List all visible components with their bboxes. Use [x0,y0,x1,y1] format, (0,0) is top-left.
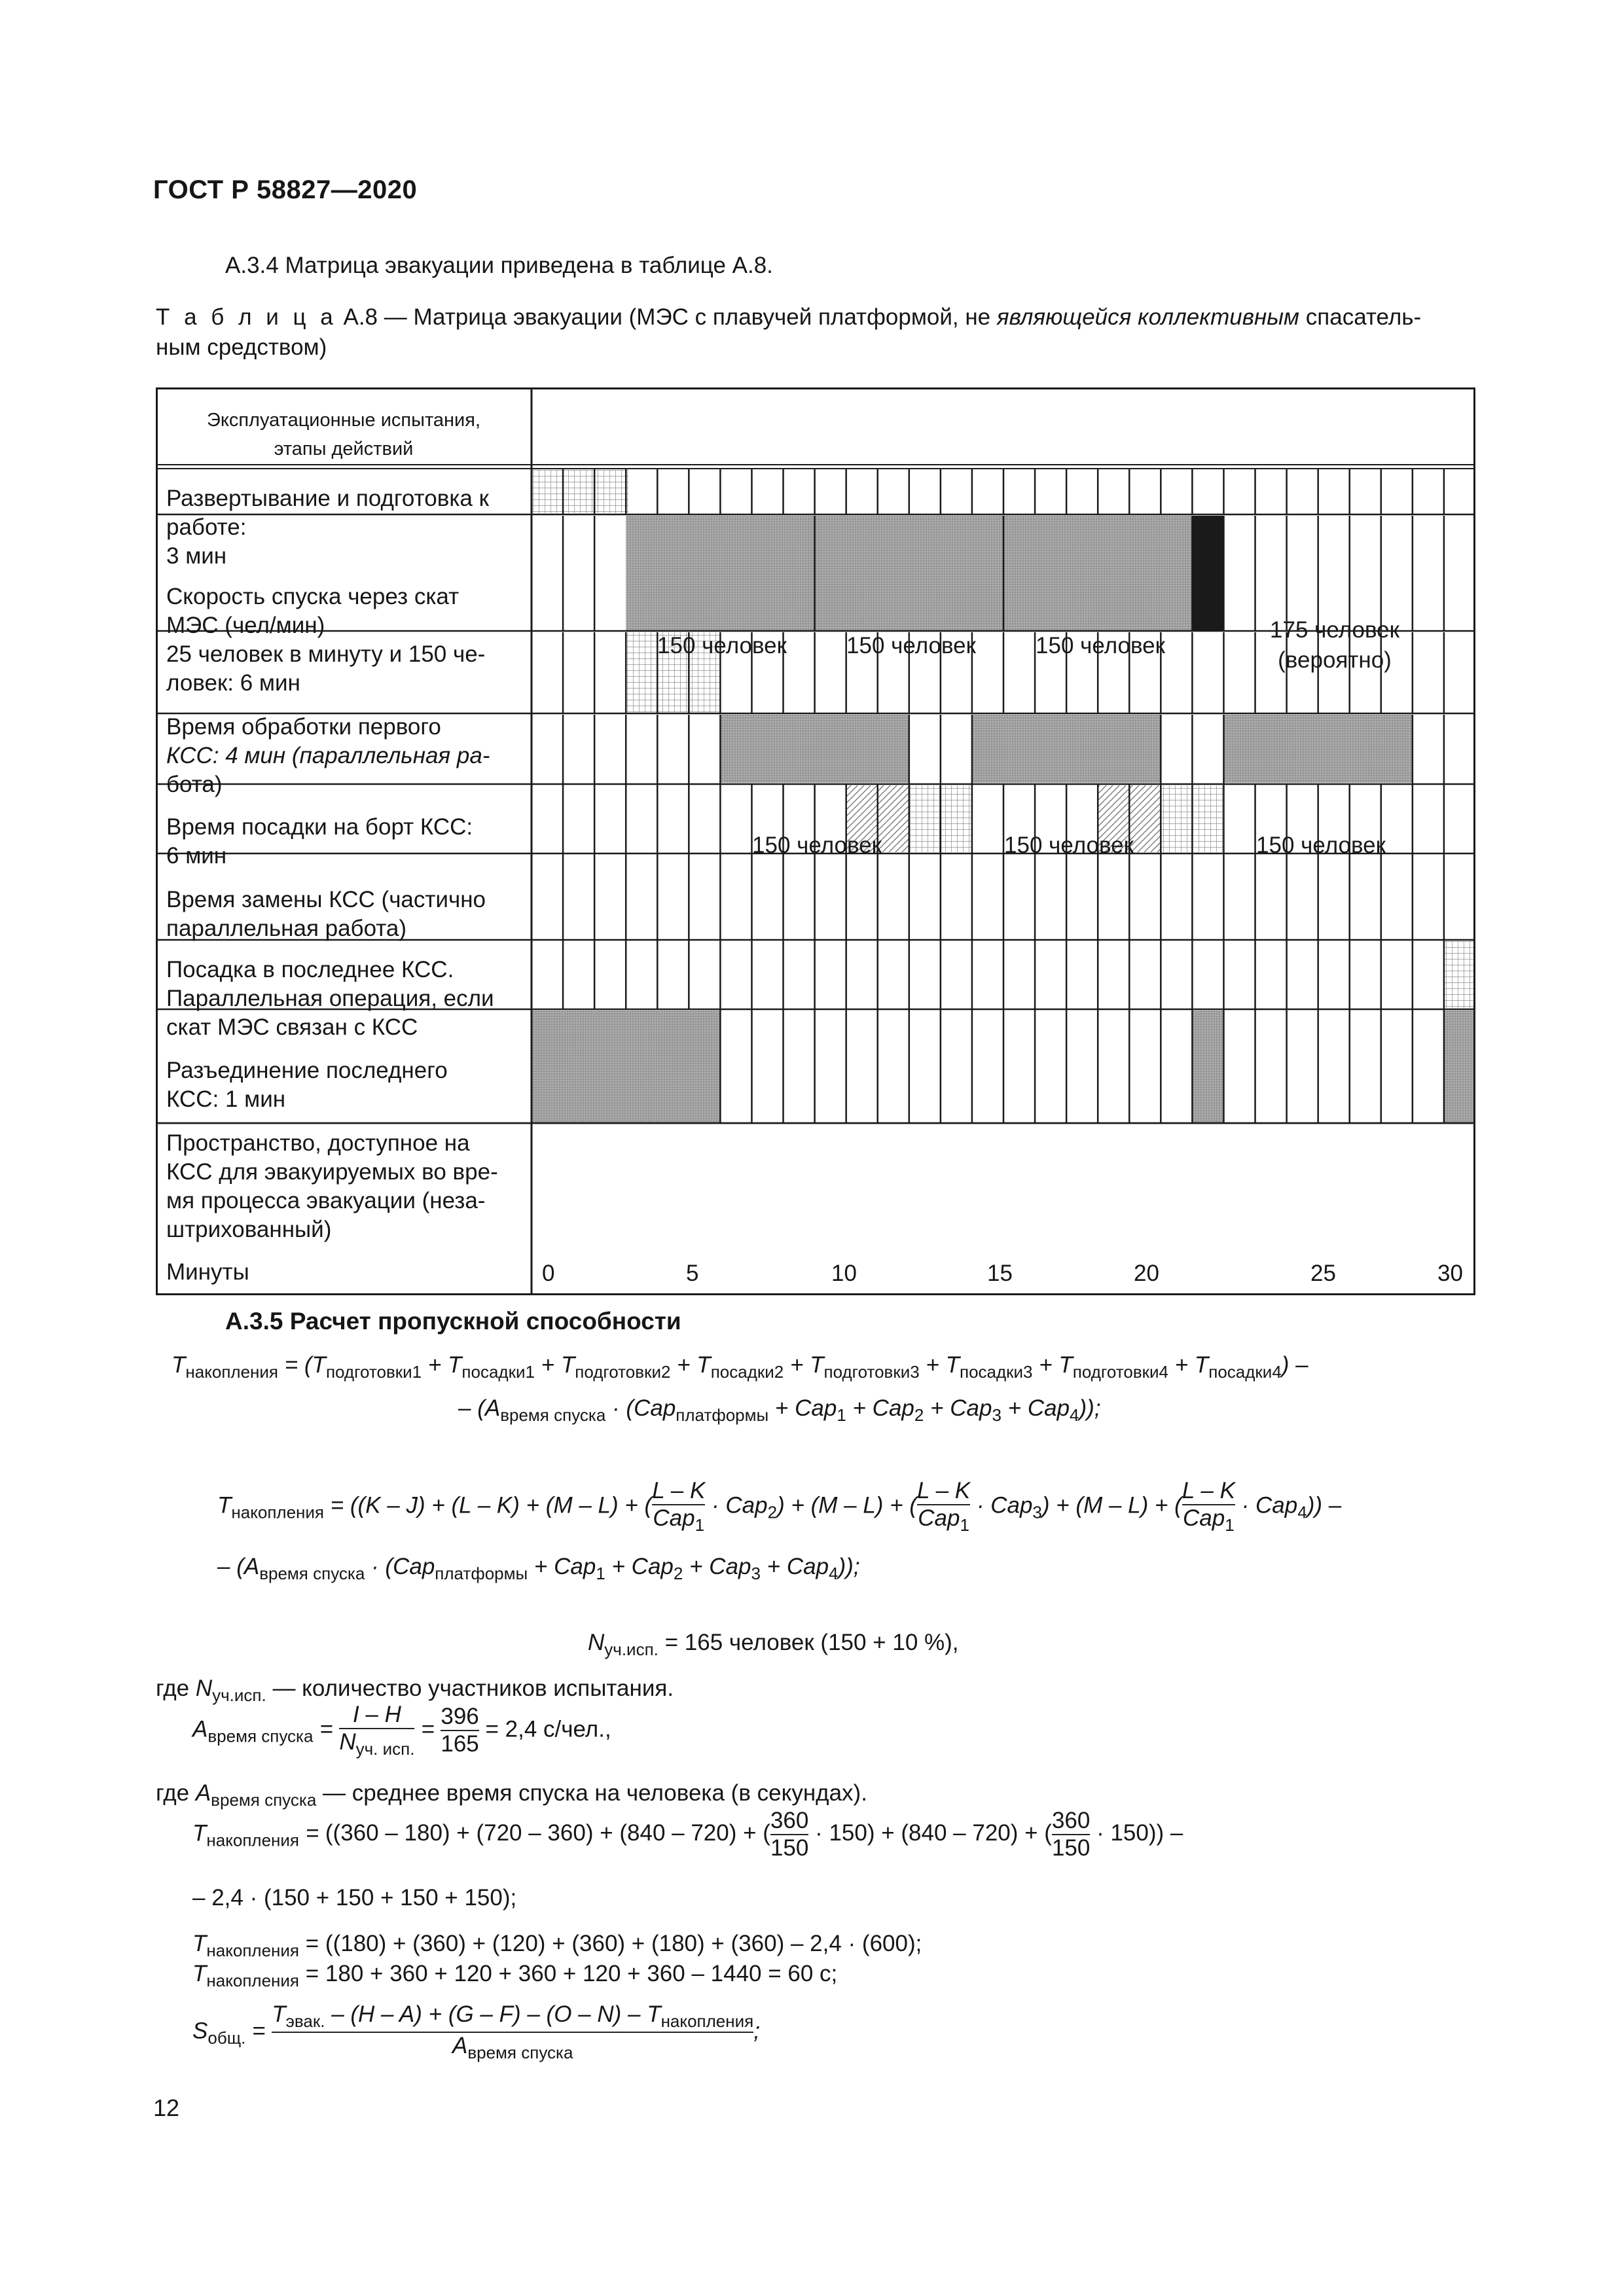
bar-descent-2: 150 человек [846,633,976,658]
formula-t-numeric: $T_{накопления} = ((360 - 180) + (720 - 360) + (840 - 720)$ + ( $\frac{360}{150}$ · 150) + (840 – 720) + ( $\frac{360}{150}$ · 150)) – [192,1808,1183,1861]
minute-tick-5: 5 [686,1261,699,1286]
row-label-line: Время посадки на борт КСС: [166,814,473,840]
fill-disconnect [1444,941,1475,1008]
fill-deploy [532,470,628,513]
t-step5-value: = 180 + 360 + 120 + 360 + 120 + 360 – 1440 = 60 с; [305,1961,838,1986]
bar-descent-extra [1227,615,1443,675]
row-label-line: 6 мин [166,843,227,869]
row-label-line: Посадка в последнее КСС. [166,957,454,982]
row-label-line: Скорость спуска через скат [166,584,460,609]
fill-space-3 [1444,1011,1475,1123]
formula-t-accumulation-cont: – $(A_{время спуска} \cdot (Cap_{платформы} + Cap_1 + Cap_2 + Cap_3 + Cap_4))$; [458,1395,1101,1425]
column-header-line2: этапы действий [274,439,414,459]
fill-space-1 [532,1011,720,1123]
fill-boarding-2 [972,715,1161,783]
row-label-replacement [166,886,523,943]
caption-italic: являющейся коллективным [996,304,1300,330]
formula-t-step4: $T_{накопления} = ((180) + (360) + (120) + (360) + (180) + (360) - 2,4 \cdot (600)$; [192,1931,922,1960]
row-label-descent-speed [166,583,523,698]
row-label-line: мя процесса эвакуации (неза- [166,1188,486,1213]
row-label-disconnect [166,1056,523,1114]
n-participants-desc: — количество участников испытания. [272,1676,674,1701]
row-label-line: Параллельная операция, если [166,986,494,1011]
page-number: 12 [153,2094,180,2121]
row-label-line: Время замены КСС (частично [166,887,486,912]
bar-boarding-1: 150 человек [752,833,882,858]
row-label-line: 3 мин [166,543,227,569]
bar-boarding-2: 150 человек [1004,833,1134,858]
row-label-line: Время обработки первого [166,714,441,740]
row-label-line: Пространство, доступное на [166,1130,470,1156]
caption-prefix: Т а б л и ц а [156,304,337,330]
minute-tick-25: 25 [1310,1261,1336,1286]
fill-boarding-3 [1223,715,1412,783]
row-label-boarding [166,813,523,870]
fill-space-2 [1192,1011,1223,1123]
formula-t-numeric-cont: – 2,4 · (150 + 150 + 150 + 150); [192,1885,517,1910]
caption-number: А.8 — Матрица эвакуации (МЭС с плавучей платформой, не [343,304,991,330]
section-title: А.3.5 Расчет пропускной способности [225,1308,681,1335]
caption-line2: ным средством) [156,334,327,360]
t-step4-value: = ((180) + (360) + (120) + (360) + (180) + (360) – 2,4 · (600); [305,1931,922,1956]
column-header-line1: Эксплуатационные испытания, [206,410,481,431]
minute-tick-15: 15 [987,1261,1013,1286]
row-label-line: Минуты [166,1259,249,1285]
row-label-line: 25 человек в минуту и 150 че- [166,641,486,667]
row-label-line: ловек: 6 мин [166,670,300,696]
bar-text-line: 175 человек [1270,617,1399,643]
row-label-line: КСС для эвакуируемых во вре- [166,1159,498,1185]
row-label-line: МЭС (чел/мин) [166,613,325,638]
row-label-line: КСС: 1 мин [166,1086,286,1112]
bar-text-line: (вероятно) [1278,647,1392,673]
formula-a-descent: $A_{время спуска}$ = I – H $N_{уч. исп.}$ = $\frac{396}{165}$ = 2,4 с/чел., [192,1702,611,1759]
column-header [156,406,532,463]
evacuation-matrix-table [156,387,1475,1295]
minute-tick-30: 30 [1437,1261,1463,1286]
row-label-line: штрихованный) [166,1217,332,1242]
row-label-line: бота) [166,772,223,797]
row-label-available-space [166,1129,523,1244]
row-label-line: Разъединение последнего [166,1058,448,1083]
row-label-line: Развертывание и подготовка к [166,486,489,511]
a-descent-where: где $A_{время спуска}$ — среднее время спуска на человека (в секундах). [156,1780,867,1810]
formula-t-accumulation-expanded: $T_{накопления} = ((K - J) + (L - K) + (M - L)$ + ( L – K Cap$_1$ · Cap$_2$) + (M – L) + ( L – K Cap$_1$ · Cap$_3$) + (M – L) + ( L – K Cap$_1$ · Cap$_4$)) – [217,1478,1342,1535]
fill-boarding-1 [720,715,909,783]
minute-tick-20: 20 [1134,1261,1159,1286]
n-participants-where: где $N_{уч.исп.}$ — количество участников испытания. [156,1676,674,1705]
fill-descent-2 [815,516,1003,631]
minute-tick-0: 0 [542,1261,555,1286]
fill-descent-black [1192,516,1223,631]
bar-descent-3: 150 человек [1036,633,1165,658]
row-label-last-boarding [166,956,523,1042]
bar-descent-1: 150 человек [657,633,787,658]
minute-tick-10: 10 [831,1261,857,1286]
row-label-minutes [166,1258,523,1287]
caption-suffix: спасатель- [1305,304,1422,330]
formula-n-participants: $N_{уч.исп.} = 165$ человек (150 + 10 %), [588,1630,959,1659]
row-label-line: скат МЭС связан с КСС [166,1014,418,1040]
fill-descent-3 [1003,516,1192,631]
row-label-line: работе: [166,514,247,540]
bar-boarding-3: 150 человек [1256,833,1386,858]
formula-s-total: $S_{общ.}$ = $T_{эвак.} - (H - A) + (G - F) - (O - N) - T_{накопления}$ $A_{время спуска}$ ; [192,2001,760,2062]
n-participants-value: = 165 человек (150 + 10 %), [664,1630,959,1655]
intro-paragraph: А.3.4 Матрица эвакуации приведена в таблице А.8. [225,253,773,278]
formula-t-accumulation-expanded-cont: – $(A_{время спуска} \cdot (Cap_{платформы} + Cap_1 + Cap_2 + Cap_3 + Cap_4))$; [217,1554,860,1583]
fill-descent-1 [626,516,814,631]
table-caption [156,302,1475,363]
row-label-line: КСС: 4 мин (параллельная ра- [166,743,490,768]
row-label-deploy [166,484,523,571]
row-label-first-processing [166,713,523,799]
row-label-line: параллельная работа) [166,916,407,941]
formula-t-accumulation: $T_{накопления} = (T_{подготовки1} + T_{посадки1} + T_{подготовки2} + T_{посадки2} + T_{подготовки3} + T_{посадки3} + T_{подготовки4} + T_{посадки4})$ – [171,1352,1308,1382]
formula-t-step5: $T_{накопления} = 180 + 360 + 120 + 360 + 120 + 360 - 1440 = 60$ с; [192,1961,838,1990]
document-id: ГОСТ Р 58827—2020 [153,175,418,204]
a-descent-desc: — среднее время спуска на человека (в секундах). [323,1780,867,1806]
a-descent-value: = 2,4 с/чел., [485,1716,611,1742]
